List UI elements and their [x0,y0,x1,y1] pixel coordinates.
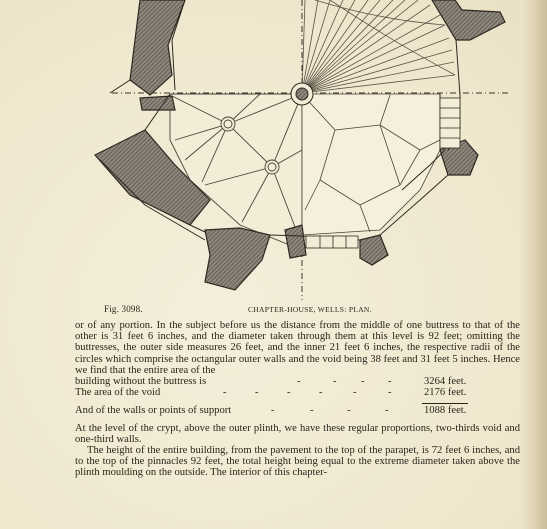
leader-dash: - [361,376,365,388]
table-row [75,405,520,416]
sum-rule [422,403,468,404]
leader-dash: - [287,387,291,399]
body-text [75,320,520,479]
leader-dash: - [310,405,314,417]
figure-caption [0,304,547,318]
figure-title: CHAPTER-HOUSE, WELLS: PLAN. [248,305,372,314]
leader-dash: - [255,387,259,399]
table-row [75,376,520,387]
paragraph-crypt: At the level of the crypt, above the outer plinth, we have these regular proportions, two-thirds void and one-third walls. [75,422,520,445]
leader-dash: - [388,387,392,399]
leader-dash: - [353,387,357,399]
lower-right-floor [302,94,440,235]
table-row [75,387,520,398]
upper-vault-ribs [302,0,455,93]
leader-dash: - [388,376,392,388]
leader-dash: - [223,387,227,399]
row-label: And of the walls or points of support [75,405,232,417]
leader-dash: - [333,376,337,388]
lower-left-vault [170,94,302,250]
row-label: building without the buttress is [75,376,207,388]
leader-dash: - [297,376,301,388]
leader-dash: - [271,405,275,417]
row-value: 3264 feet. [424,376,467,388]
leader-dash: - [385,405,389,417]
paragraph-height: The height of the entire building, from the pavement to the top of the parapet, is 72 feet 6 inches, and to the top of the pinnacles 92 feet, the total height being equal to the extreme diameter taken above the plinth moulding on the outside. The interior of this chapter- [75,444,520,479]
leader-dash: - [319,387,323,399]
row-value: 2176 feet. [424,387,467,399]
paragraph-area-intro: or of any portion. In the subject before us the distance from the middle of one buttress to that of the other is 31 feet 6 inches, and the diameter taken through them at this level is 92 feet; omitting the buttresses, the outer side measures 26 feet, and the inner 21 feet 6 inches, the respective radii of the circles which comprise the octangular outer walls and the void being 38 feet and 31 feet 5 inches. Hence we find that the entire area of the [75,320,520,376]
central-pier [291,83,313,105]
row-value: 1088 feet. [424,405,467,417]
figure-number: Fig. 3098. [104,304,143,314]
row-label: The area of the void [75,387,161,399]
leader-dash: - [347,405,351,417]
